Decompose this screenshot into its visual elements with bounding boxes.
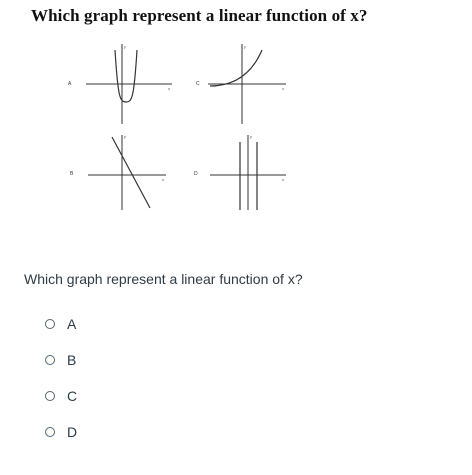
- graph-c-curve: [210, 50, 262, 86]
- radio-button-c[interactable]: [45, 391, 55, 401]
- answer-label-b: B: [67, 352, 77, 368]
- answer-list: [42, 306, 242, 450]
- graph-a-y-label: y: [124, 44, 126, 49]
- graph-c-y-label: y: [244, 44, 246, 49]
- graph-a-parabola: [115, 50, 137, 102]
- answer-label-d: D: [67, 424, 78, 440]
- graph-c: [196, 44, 286, 124]
- graph-b-letter: B: [70, 171, 74, 177]
- answer-label-c: C: [67, 388, 78, 404]
- graph-d: [194, 134, 286, 210]
- question-image: [0, 0, 472, 225]
- question-text: Which graph represent a linear function of x?: [24, 271, 303, 287]
- radio-button-b[interactable]: [45, 355, 55, 365]
- graph-b-line: [112, 137, 150, 208]
- answer-option-d[interactable]: [42, 414, 242, 450]
- graph-b-x-label: x: [162, 177, 164, 182]
- answer-option-a[interactable]: [42, 306, 242, 342]
- graph-grid: [60, 38, 300, 218]
- radio-button-a[interactable]: [45, 319, 55, 329]
- question-image-heading: Which graph represent a linear function of x?: [31, 6, 368, 25]
- graph-c-letter: C: [196, 81, 200, 87]
- graph-d-x-label: x: [282, 177, 284, 182]
- graph-d-y-label: y: [250, 134, 252, 139]
- graph-d-letter: D: [194, 171, 198, 177]
- graph-b-y-label: y: [124, 134, 126, 139]
- answer-label-a: A: [67, 316, 77, 332]
- answer-option-b[interactable]: [42, 342, 242, 378]
- graph-a-letter: A: [68, 81, 72, 87]
- graph-a-x-label: x: [168, 86, 170, 91]
- graph-a: [68, 44, 172, 124]
- graph-b: [70, 134, 166, 210]
- answer-option-c[interactable]: [42, 378, 242, 414]
- graphs-figure: [60, 38, 300, 218]
- radio-button-d[interactable]: [45, 427, 55, 437]
- graph-c-x-label: x: [282, 86, 284, 91]
